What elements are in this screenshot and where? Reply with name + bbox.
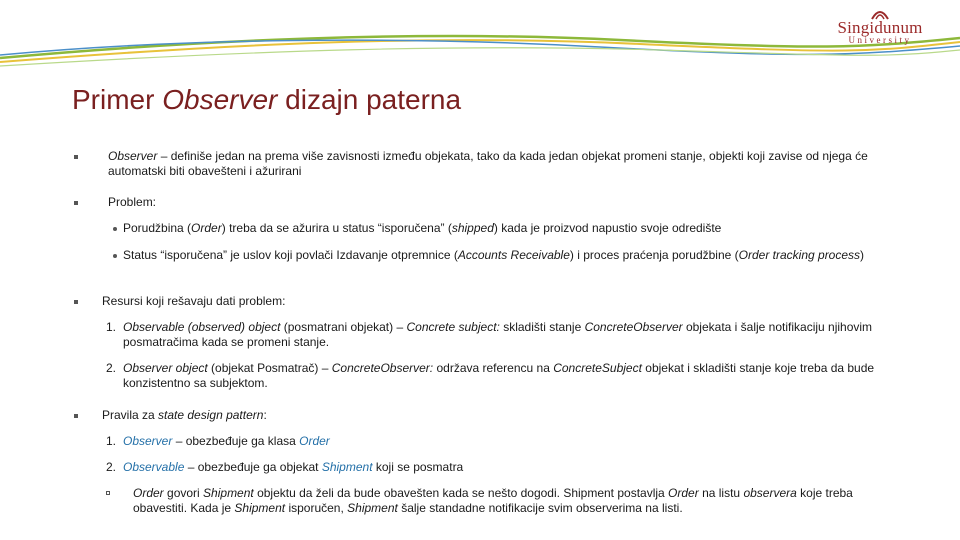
bullet-marker xyxy=(74,300,78,304)
bullet-marker xyxy=(74,414,78,418)
list-item-observable-object: Observable (observed) object (posmatrani objekat) – Concrete subject: skladišti stanje ConcreteObserver objekata i šalje notifikaciju njihovim posmatračima kada se promeni stanje. xyxy=(123,320,873,349)
sub-bullet-notification-explanation: Order govori Shipment objektu da želi da bude obavešten kada se nešto dogodi. Shipment postavlja Order na listu observera koje treba obavestiti. Kada je Shipment isporučen, Shipment šalje standadne notifikacije svim observerima na listi. xyxy=(133,486,853,515)
sub-bullet-marker xyxy=(113,254,117,258)
list-item-observer-object: Observer object (objekat Posmatrač) – ConcreteObserver: održava referencu na ConcreteSubject objekat i skladišti stanje koje treba da bude konzistentno sa subjektom. xyxy=(123,361,875,390)
bullet-observer-definition: Observer – definiše jedan na prema više zavisnosti između objekata, tako da kada jedan objekat promeni stanje, objekti koji zavise od njega će automatski biti obavešteni i ažurirani xyxy=(108,149,868,178)
list-number: 1. xyxy=(106,320,117,334)
list-item-observer-rule: Observer – obezbeđuje ga klasa Order xyxy=(123,434,330,448)
list-number: 2. xyxy=(106,361,117,375)
sub-bullet-status-condition: Status “isporučena” je uslov koji povlači Izdavanje otpremnice (Accounts Receivable) i proces praćenja porudžbine (Order tracking process) xyxy=(123,248,865,262)
bullet-resources-label: Resursi koji rešavaju dati problem: xyxy=(102,294,286,308)
list-number: 2. xyxy=(106,460,117,474)
list-item-observable-rule: Observable – obezbeđuje ga objekat Shipment koji se posmatra xyxy=(123,460,464,474)
page-title: Primer Observer dizajn paterna xyxy=(72,84,462,115)
sub-bullet-marker xyxy=(106,491,110,495)
sub-bullet-order-shipped: Porudžbina (Order) treba da se ažurira u status “isporučena” (shipped) kada je proizvod napustio svoje odredište xyxy=(123,221,722,235)
bullet-marker xyxy=(74,201,78,205)
list-number: 1. xyxy=(106,434,117,448)
bullet-marker xyxy=(74,155,78,159)
bullet-problem-label: Problem: xyxy=(108,195,157,209)
bullet-rules-label: Pravila za state design pattern: xyxy=(102,408,267,422)
logo-name: Singidunum xyxy=(837,18,923,37)
sub-bullet-marker xyxy=(113,227,117,231)
logo-subtitle: University xyxy=(848,35,912,45)
